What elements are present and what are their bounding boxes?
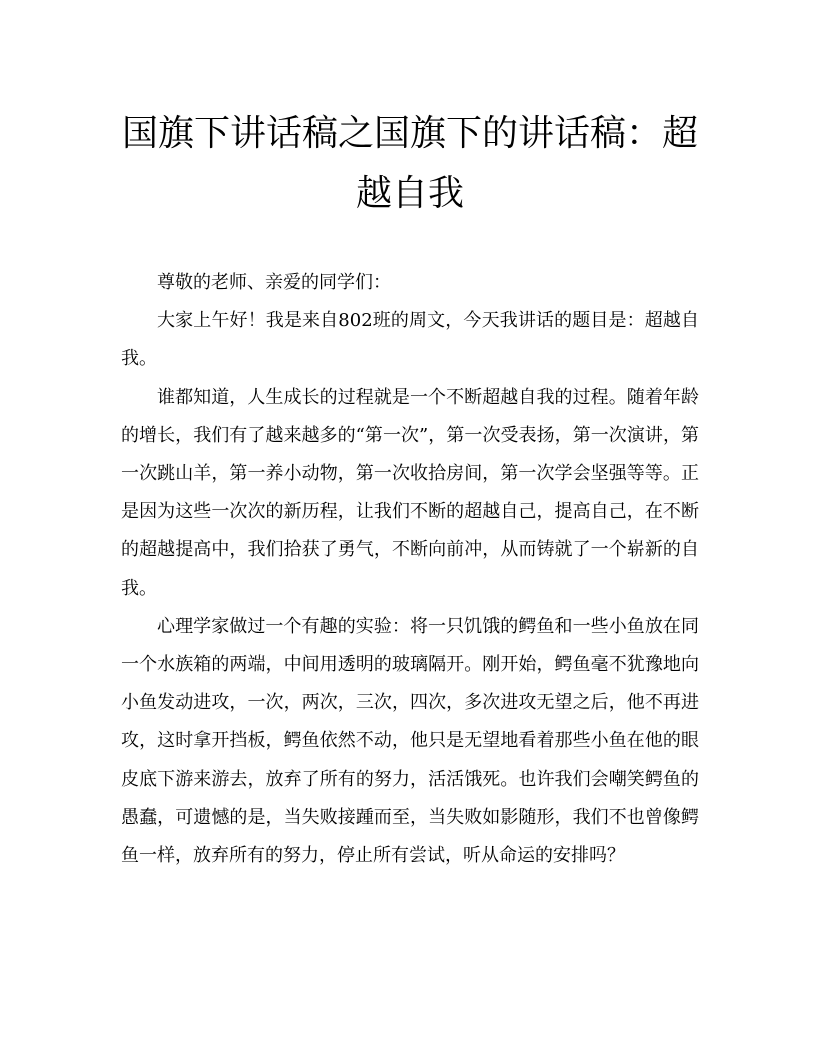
crocodile-experiment-paragraph: 心理学家做过一个有趣的实验：将一只饥饿的鳄鱼和一些小鱼放在同一个水族箱的两端，中间用透明的玻璃隔开。刚开始，鳄鱼毫不犹豫地向小鱼发动进攻，一次，两次，三次，四次，多次进攻无望之后，他不再进攻，这时拿开挡板，鳄鱼依然不动，他只是无望地看着那些小鱼在他的眼皮底下游来游去，放弃了所有的努力，活活饿死。也许我们会嘲笑鳄鱼的愚蠢，可遗憾的是，当失败接踵而至，当失败如影随形，我们不也曾像鳄鱼一样，放弃所有的努力，停止所有尝试，听从命运的安排吗？ [121, 615, 699, 867]
greeting-paragraph: 大家上午好！我是来自802班的周文，今天我讲话的题目是：超越自我。 [121, 310, 699, 370]
document-title: 国旗下讲话稿之国旗下的讲话稿：超越自我 [121, 113, 698, 214]
growth-paragraph: 谁都知道，人生成长的过程就是一个不断超越自我的过程。随着年龄的增长，我们有了越来越多的“第一次”，第一次受表扬，第一次演讲，第一次跳山羊，第一养小动物，第一次收拾房间，第一次学会坚强等等。正是因为这些一次次的新历程，让我们不断的超越自己，提高自己，在不断的超越提高中，我们拾获了勇气，不断向前冲，从而铸就了一个崭新的自我。 [121, 386, 699, 599]
document-body [121, 264, 699, 875]
salutation-paragraph: 尊敬的老师、亲爱的同学们： [157, 272, 391, 293]
